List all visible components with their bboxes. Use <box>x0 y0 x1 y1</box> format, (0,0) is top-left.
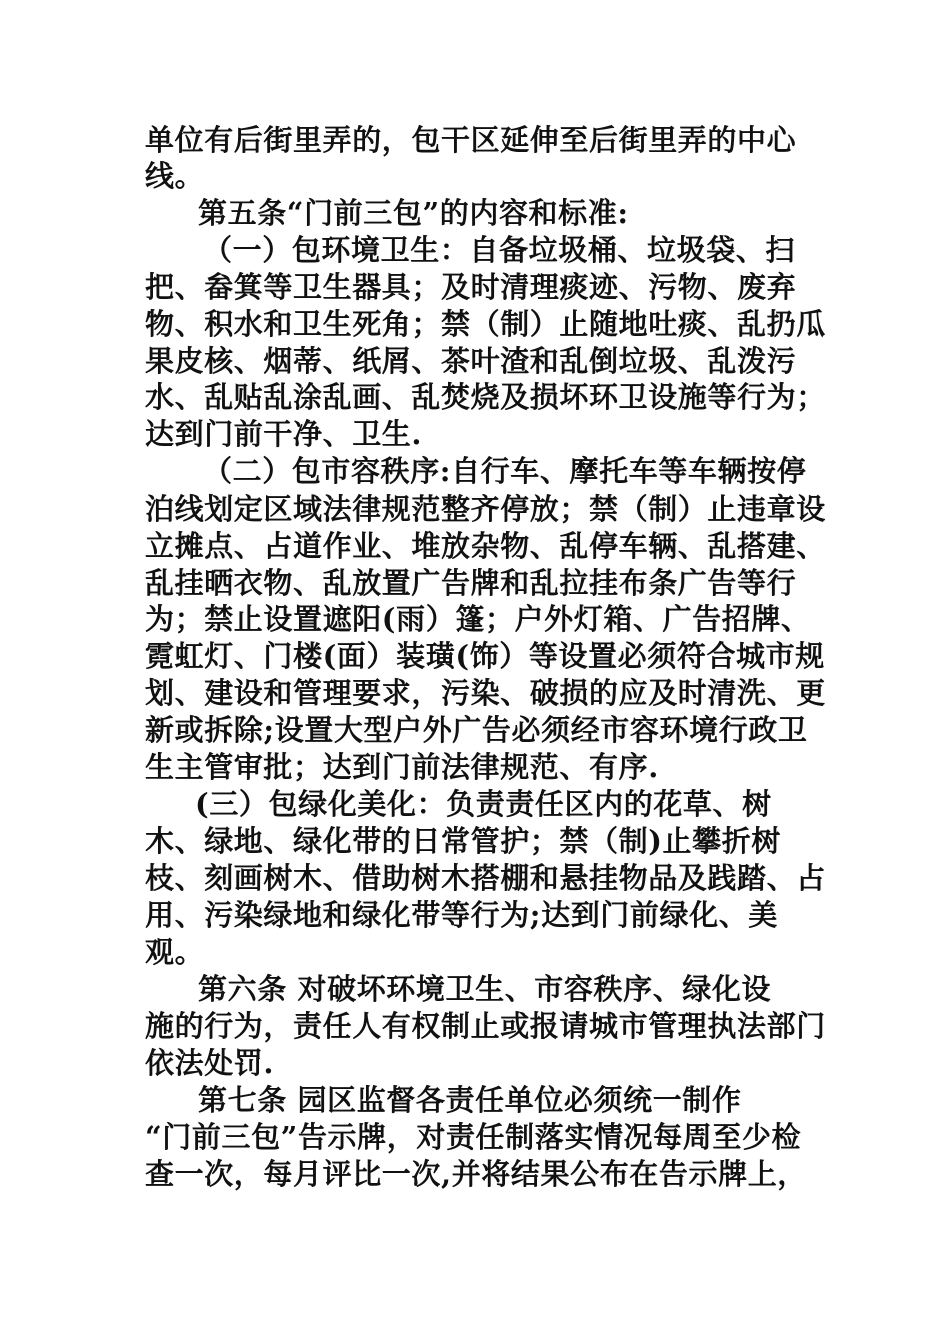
text-line: 物、积水和卫生死角；禁（制）止随地吐痰、乱扔瓜 <box>145 307 826 341</box>
article-heading: 第五条“门前三包”的内容和标准: <box>198 196 629 230</box>
text-line: 依法处罚. <box>145 1046 275 1080</box>
clause-heading: (三）包绿化美化：负责责任区内的花草、树 <box>195 787 772 821</box>
text-line: 单位有后街里弄的，包干区延伸至后街里弄的中心 <box>145 123 797 157</box>
clause-heading: （一）包环境卫生：自备垃圾桶、垃圾袋、扫 <box>203 233 796 267</box>
text-line: “门前三包”告示牌，对责任制落实情况每周至少检 <box>145 1120 802 1154</box>
text-line: 把、畚箕等卫生器具；及时清理痰迹、污物、废弃 <box>145 270 797 304</box>
text-line: 霓虹灯、门楼(面）装璜(饰）等设置必须符合城市规 <box>145 639 825 673</box>
article-heading: 第七条 园区监督各责任单位必须统一制作 <box>198 1083 742 1117</box>
text-line: 新或拆除;设置大型户外广告必须经市容环境行政卫 <box>145 713 808 747</box>
text-line: 泊线划定区域法律规范整齐停放；禁（制）止违章设 <box>145 492 826 526</box>
text-line: 用、污染绿地和绿化带等行为;达到门前绿化、美 <box>145 898 778 932</box>
text-line: 施的行为，责任人有权制止或报请城市管理执法部门 <box>145 1009 826 1043</box>
text-line: 为；禁止设置遮阳(雨）篷；户外灯箱、广告招牌、 <box>145 602 811 636</box>
text-line: 乱挂晒衣物、乱放置广告牌和乱拉挂布条广告等行 <box>145 566 797 600</box>
text-line: 线。 <box>145 159 205 193</box>
text-line: 划、建设和管理要求，污染、破损的应及时清洗、更 <box>145 676 826 710</box>
text-line: 达到门前干净、卫生. <box>145 417 423 451</box>
text-line: 枝、刻画树木、借助树木搭棚和悬挂物品及践踏、占 <box>145 861 826 895</box>
text-line: 木、绿地、绿化带的日常管护；禁（制)止攀折树 <box>145 824 781 858</box>
text-line: 观。 <box>145 935 205 969</box>
text-line: 立摊点、占道作业、堆放杂物、乱停车辆、乱搭建、 <box>145 529 826 563</box>
text-line: 果皮核、烟蒂、纸屑、茶叶渣和乱倒垃圾、乱泼污 <box>145 344 797 378</box>
clause-heading: （二）包市容秩序:自行车、摩托车等车辆按停 <box>203 454 807 488</box>
text-line: 查一次，每月评比一次,并将结果公布在告示牌上， <box>145 1157 807 1191</box>
article-heading: 第六条 对破坏环境卫生、市容秩序、绿化设 <box>198 972 772 1006</box>
text-line: 生主管审批；达到门前法律规范、有序. <box>145 750 659 784</box>
text-line: 水、乱贴乱涂乱画、乱焚烧及损坏环卫设施等行为； <box>145 380 826 414</box>
